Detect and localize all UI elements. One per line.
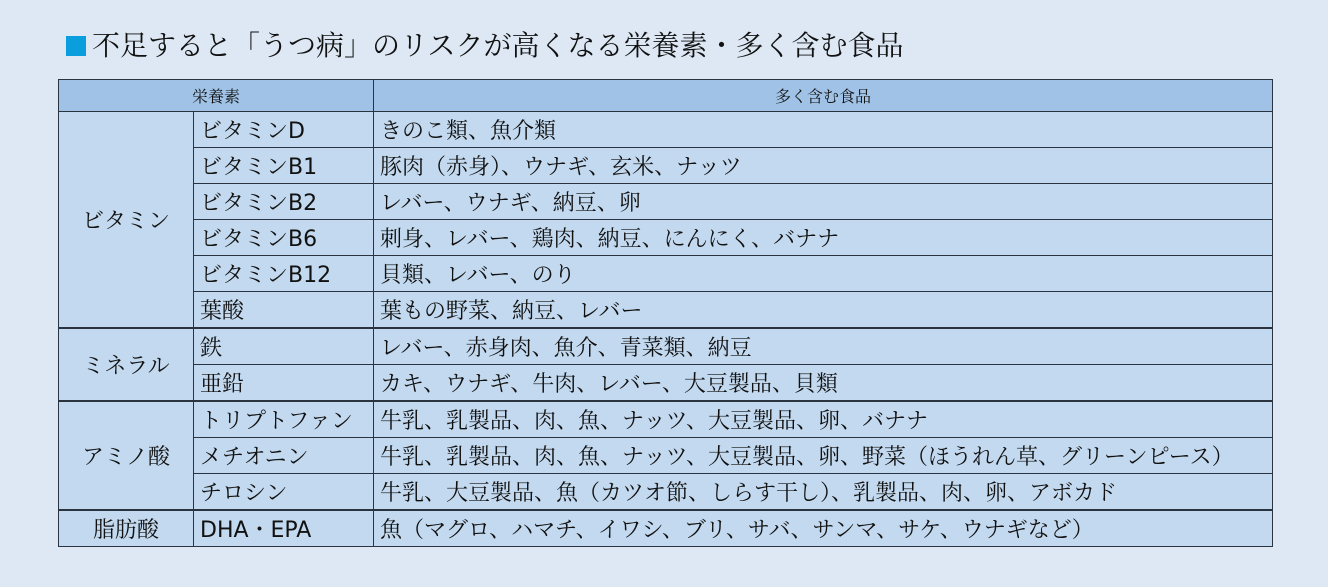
table-row [59, 474, 1273, 511]
nutrient-name: 亜鉛 [194, 365, 374, 402]
nutrient-table [58, 79, 1273, 547]
table-row [59, 510, 1273, 547]
foods-list: 牛乳、乳製品、肉、魚、ナッツ、大豆製品、卵、バナナ [374, 401, 1273, 438]
table-row [59, 401, 1273, 438]
nutrient-name: ビタミンB6 [194, 220, 374, 256]
nutrient-name: トリプトファン [194, 401, 374, 438]
nutrient-name: ビタミンD [194, 112, 374, 148]
foods-list: 牛乳、乳製品、肉、魚、ナッツ、大豆製品、卵、野菜（ほうれん草、グリーンピース） [374, 438, 1273, 474]
group-amino-acid: アミノ酸 [59, 401, 194, 510]
nutrient-name: ビタミンB1 [194, 148, 374, 184]
nutrient-name: チロシン [194, 474, 374, 511]
nutrient-name: 鉄 [194, 328, 374, 365]
header-row [59, 80, 1273, 112]
group-vitamin: ビタミン [59, 112, 194, 329]
foods-list: レバー、ウナギ、納豆、卵 [374, 184, 1273, 220]
foods-list: 葉もの野菜、納豆、レバー [374, 292, 1273, 329]
table-row [59, 328, 1273, 365]
page-title [66, 26, 903, 66]
foods-list: 魚（マグロ、ハマチ、イワシ、ブリ、サバ、サンマ、サケ、ウナギなど） [374, 510, 1273, 547]
group-mineral: ミネラル [59, 328, 194, 401]
table-row [59, 112, 1273, 148]
foods-list: 刺身、レバー、鶏肉、納豆、にんにく、バナナ [374, 220, 1273, 256]
group-fatty-acid: 脂肪酸 [59, 510, 194, 547]
table-row [59, 220, 1273, 256]
title-text: 不足すると「うつ病」のリスクが高くなる栄養素・多く含む食品 [92, 29, 904, 62]
table-row [59, 184, 1273, 220]
table-row [59, 148, 1273, 184]
square-bullet-icon [66, 36, 86, 56]
table-row [59, 365, 1273, 402]
table-row [59, 438, 1273, 474]
nutrient-name: DHA・EPA [194, 510, 374, 547]
nutrient-name: ビタミンB12 [194, 256, 374, 292]
nutrient-name: 葉酸 [194, 292, 374, 329]
foods-list: カキ、ウナギ、牛肉、レバー、大豆製品、貝類 [374, 365, 1273, 402]
nutrient-name: メチオニン [194, 438, 374, 474]
table-row [59, 292, 1273, 329]
foods-list: 豚肉（赤身）、ウナギ、玄米、ナッツ [374, 148, 1273, 184]
foods-list: きのこ類、魚介類 [374, 112, 1273, 148]
header-nutrient: 栄養素 [59, 80, 374, 112]
foods-list: レバー、赤身肉、魚介、青菜類、納豆 [374, 328, 1273, 365]
header-foods: 多く含む食品 [374, 80, 1273, 112]
foods-list: 牛乳、大豆製品、魚（カツオ節、しらす干し）、乳製品、肉、卵、アボカド [374, 474, 1273, 511]
table-row [59, 256, 1273, 292]
nutrient-name: ビタミンB2 [194, 184, 374, 220]
foods-list: 貝類、レバー、のり [374, 256, 1273, 292]
